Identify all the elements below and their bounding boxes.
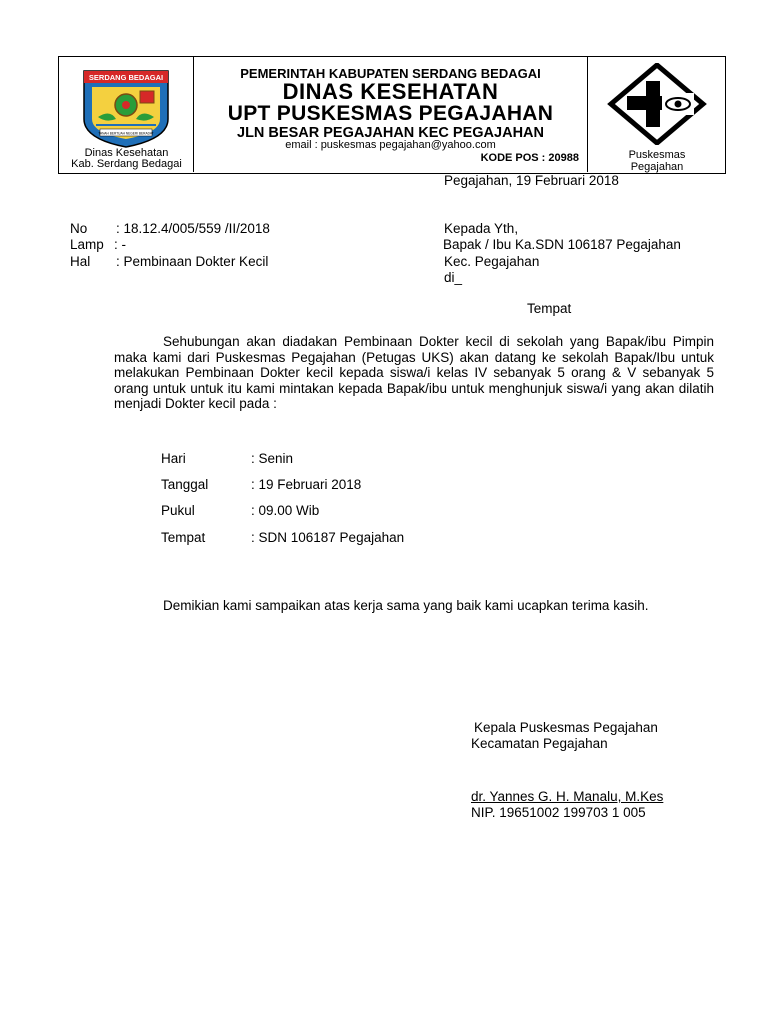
recipient-name: Bapak / Ibu Ka.SDN 106187 Pegajahan xyxy=(443,237,681,252)
attachment-label: Lamp xyxy=(70,237,104,252)
email: email : puskesmas pegajahan@yahoo.com xyxy=(285,139,496,151)
agency-name: DINAS KESEHATAN xyxy=(282,79,499,104)
schedule-value: : 09.00 Wib xyxy=(251,503,320,518)
regency-logo-cell xyxy=(59,57,194,172)
signatory-title-line1: Kepala Puskesmas Pegajahan xyxy=(474,720,658,735)
letterhead xyxy=(58,56,726,174)
signatory-name: dr. Yannes G. H. Manalu, M.Kes xyxy=(471,789,664,804)
puskesmas-logo-cell xyxy=(587,57,725,172)
number-label: No xyxy=(70,221,88,236)
svg-text:TANAH BERTUAH NEGERI BERADAT: TANAH BERTUAH NEGERI BERADAT xyxy=(98,131,154,136)
puskesmas-logo-icon xyxy=(607,63,707,145)
serdang-bedagai-emblem-icon xyxy=(76,67,176,149)
unit-name: UPT PUSKESMAS PEGAJAHAN xyxy=(227,102,554,125)
schedule-value: : Senin xyxy=(251,451,294,466)
recipient-greeting: Kepada Yth, xyxy=(444,221,519,236)
schedule-label: Tanggal xyxy=(161,477,209,492)
postal-code: KODE POS : 20988 xyxy=(480,152,579,164)
subject-label: Hal xyxy=(70,254,91,269)
government-name: PEMERINTAH KABUPATEN SERDANG BEDAGAI xyxy=(240,66,541,81)
left-caption-line1: Dinas Kesehatan xyxy=(84,147,169,159)
closing-sentence: Demikian kami sampaikan atas kerja sama yang baik kami ucapkan terima kasih. xyxy=(163,598,649,613)
svg-text:SERDANG BEDAGAI: SERDANG BEDAGAI xyxy=(88,73,164,82)
attachment-value: : - xyxy=(114,237,126,252)
subject-value: : Pembinaan Dokter Kecil xyxy=(116,254,269,269)
recipient-district: Kec. Pegajahan xyxy=(444,254,540,269)
letter-date: Pegajahan, 19 Februari 2018 xyxy=(444,173,619,188)
schedule-label: Tempat xyxy=(161,530,206,545)
left-caption-line2: Kab. Serdang Bedagai xyxy=(71,158,182,170)
recipient-at: di_ xyxy=(444,270,463,285)
schedule-label: Pukul xyxy=(161,503,195,518)
right-caption-line2: Pegajahan xyxy=(630,161,684,173)
right-caption-line1: Puskesmas xyxy=(628,149,686,161)
number-value: : 18.12.4/005/559 /II/2018 xyxy=(116,221,270,236)
signatory-nip: NIP. 19651002 199703 1 005 xyxy=(471,805,646,820)
body-paragraph: Sehubungan akan diadakan Pembinaan Dokter kecil di sekolah yang Bapak/ibu Pimpin maka kami dari Puskesmas Pegajahan (Petugas UKS) akan datang ke sekolah Bapak/Ibu untuk melakukan Pembinaan Dokter kecil kepada siswa/i kelas IV sebanyak 5 orang & V sebanyak 5 orang untuk untuk itu kami mintakan kepada Bapak/ibu untuk menghunjuk siswa/i yang akan dilatih menjadi Dokter kecil pada : xyxy=(114,334,714,411)
recipient-place: Tempat xyxy=(527,301,572,316)
schedule-value: : SDN 106187 Pegajahan xyxy=(251,530,405,545)
signatory-title-line2: Kecamatan Pegajahan xyxy=(471,736,608,751)
address: JLN BESAR PEGAJAHAN KEC PEGAJAHAN xyxy=(237,125,544,141)
letterhead-text xyxy=(194,57,587,172)
schedule-label: Hari xyxy=(161,451,186,466)
schedule-value: : 19 Februari 2018 xyxy=(251,477,362,492)
